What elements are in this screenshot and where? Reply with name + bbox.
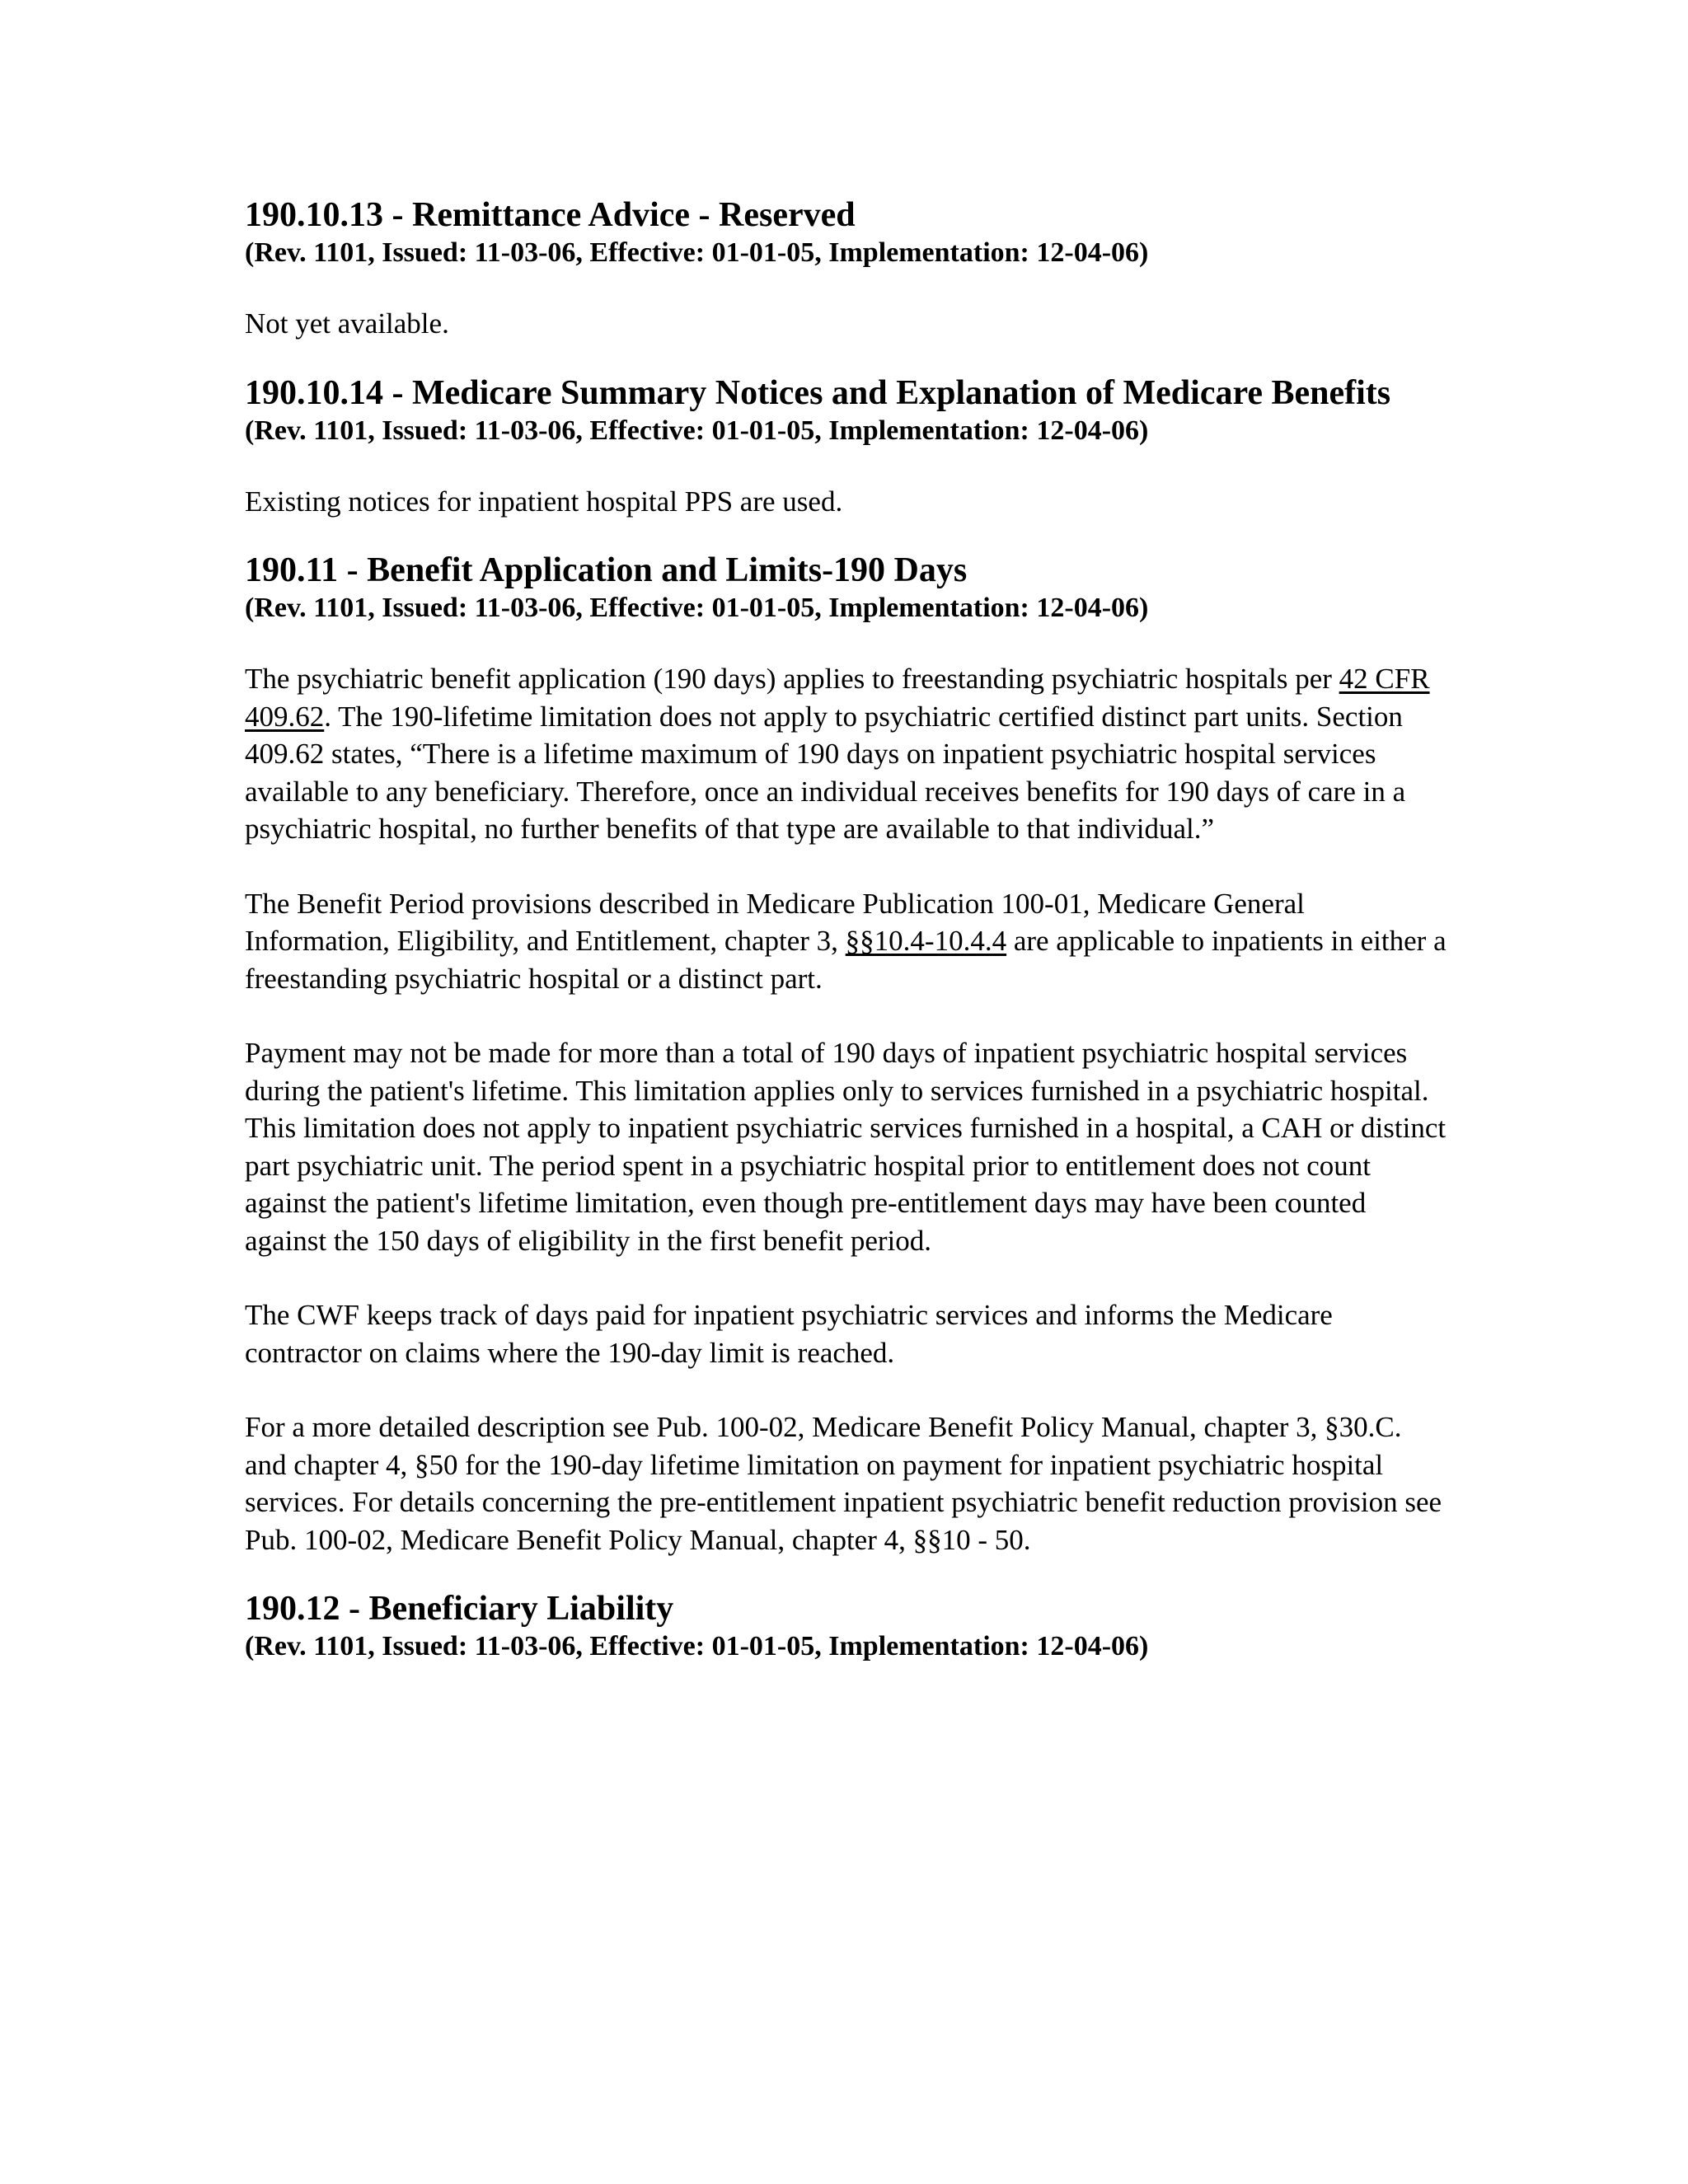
paragraph-benefit-period (245, 885, 1448, 998)
revision-line: (Rev. 1101, Issued: 11-03-06, Effective: 01-01-05, Implementation: 12-04-06) (245, 593, 1149, 623)
section-body: Existing notices for inpatient hospital PPS are used. (245, 485, 843, 518)
section-heading: 190.11 - Benefit Application and Limits-190 Days (245, 551, 968, 589)
paragraph-text: are applicable to inpatients in either a freestanding psychiatric hospital or a distinct part. (245, 925, 1447, 995)
paragraph-payment-limit: Payment may not be made for more than a total of 190 days of inpatient psychiatric hospital services during the patient's lifetime. This limitation applies only to services furnished in a psychiatric hospital. This limitation does not apply to inpatient psychiatric services furnished in a hospital, a CAH or distinct part psychiatric unit. The period spent in a psychiatric hospital prior to entitlement does not count against the patient's lifetime limitation, even though pre-entitlement days may have been counted against the 150 days of eligibility in the first benefit period. (245, 1037, 1447, 1257)
paragraph-cwf: The CWF keeps track of days paid for inpatient psychiatric services and informs the Medicare contractor on claims where the 190-day limit is reached. (245, 1299, 1333, 1369)
revision-line: (Rev. 1101, Issued: 11-03-06, Effective: 01-01-05, Implementation: 12-04-06) (245, 1631, 1149, 1661)
section-heading: 190.10.14 - Medicare Summary Notices and Explanation of Medicare Benefits (245, 373, 1391, 412)
revision-line: (Rev. 1101, Issued: 11-03-06, Effective: 01-01-05, Implementation: 12-04-06) (245, 415, 1149, 446)
section-190-10-13 (245, 194, 1448, 343)
document-page (245, 194, 1448, 1664)
section-190-10-14 (245, 373, 1448, 521)
section-190-11 (245, 550, 1448, 1558)
paragraph-text: . The 190-lifetime limitation does not apply to psychiatric certified distinct part units. Section 409.62 states, “There is a lifetime maximum of 190 days on inpatient psychiatric hospital services available to any beneficiary. Therefore, once an individual receives benefits for 190 days of care in a psychiatric hospital, no further benefits of that type are available to that individual.” (245, 700, 1406, 845)
paragraph-text: The Benefit Period provisions described in Medicare Publication 100-01, Medicare General Information, Eligibility, and Entitlement, chapter 3, (245, 887, 1305, 957)
section-heading: 190.12 - Beneficiary Liability (245, 1590, 674, 1628)
paragraph-text: The psychiatric benefit application (190 days) applies to freestanding psychiatric hospitals per (245, 663, 1339, 695)
paragraph-detailed-description: For a more detailed description see Pub. 100-02, Medicare Benefit Policy Manual, chapter 3, §30.C. and chapter 4, §50 for the 190-day lifetime limitation on payment for inpatient psychiatric hospital services. For details concerning the pre-entitlement inpatient psychiatric benefit reduction provision see Pub. 100-02, Medicare Benefit Policy Manual, chapter 4, §§10 - 50. (245, 1411, 1442, 1556)
section-body: Not yet available. (245, 307, 449, 340)
section-190-12 (245, 1588, 1448, 1664)
cfr-409-62-link[interactable]: 42 CFR 409.62 (245, 663, 1430, 733)
revision-line: (Rev. 1101, Issued: 11-03-06, Effective: 01-01-05, Implementation: 12-04-06) (245, 237, 1149, 268)
section-heading: 190.10.13 - Remittance Advice - Reserved (245, 196, 856, 234)
section-10-4-link[interactable]: §§10.4-10.4.4 (845, 925, 1007, 957)
paragraph-benefit-application (245, 660, 1448, 848)
